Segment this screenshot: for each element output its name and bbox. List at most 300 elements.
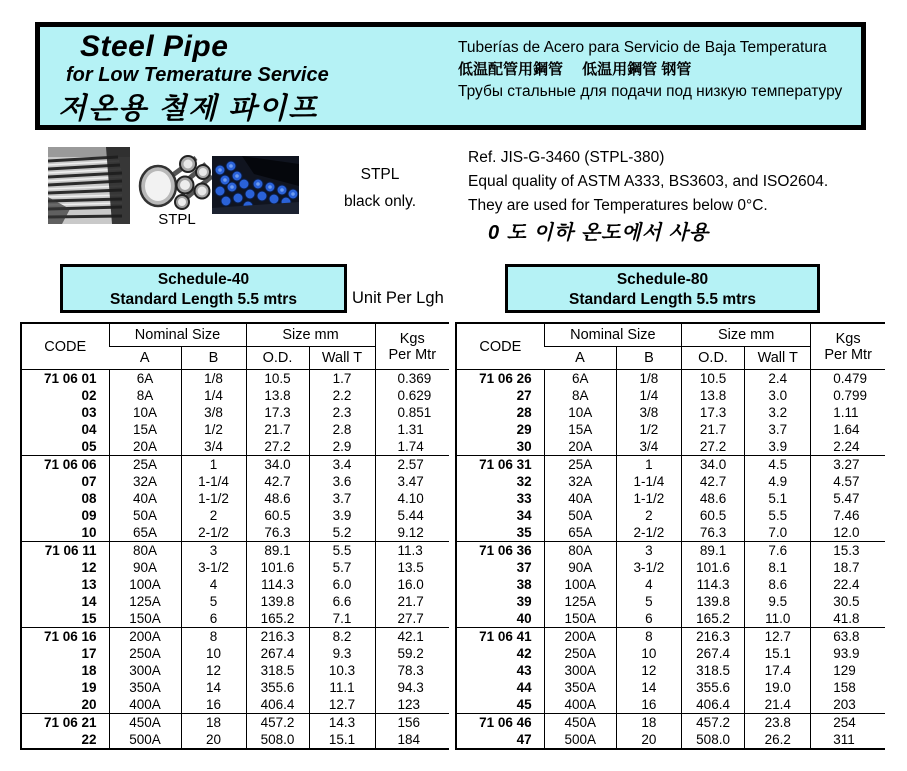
cell-code: 29 <box>516 422 532 437</box>
cell-od: 457.2 <box>246 714 309 732</box>
cell-nominal-a: 8A <box>544 387 616 404</box>
cell-od: 48.6 <box>682 490 745 507</box>
cell-nominal-a: 50A <box>544 507 616 524</box>
table-row <box>21 370 449 388</box>
cell-wall: 21.4 <box>745 696 811 714</box>
cell-kgs: 12.0 <box>811 524 885 542</box>
cell-od: 165.2 <box>682 610 745 628</box>
cell-code: 32 <box>516 474 532 489</box>
cell-nominal-a: 400A <box>109 696 181 714</box>
cell-nominal-b: 16 <box>616 696 681 714</box>
table-row <box>456 421 885 438</box>
cell-kgs: 184 <box>375 731 449 749</box>
title-translations <box>458 37 858 103</box>
cell-kgs: 15.3 <box>811 542 885 560</box>
cell-wall: 5.2 <box>309 524 375 542</box>
cell-kgs: 4.57 <box>811 473 885 490</box>
cell-nominal-a: 6A <box>544 370 616 388</box>
cell-wall: 23.8 <box>745 714 811 732</box>
cell-code: 04 <box>81 422 97 437</box>
schedule-40-title: Schedule-40 <box>157 271 250 288</box>
cell-nominal-b: 3/8 <box>616 404 681 421</box>
cell-nominal-a: 8A <box>109 387 181 404</box>
table-row <box>456 473 885 490</box>
table-row <box>21 473 449 490</box>
cell-code: 33 <box>516 491 532 506</box>
cell-wall: 3.4 <box>309 456 375 474</box>
cell-kgs: 27.7 <box>375 610 449 628</box>
cell-code: 71 06 26 <box>456 370 544 388</box>
cell-kgs: 30.5 <box>811 593 885 610</box>
cell-code: 71 06 41 <box>456 628 544 646</box>
col-header-nominal-size: Nominal Size <box>544 323 681 347</box>
cell-wall: 15.1 <box>309 731 375 749</box>
cell-code: 28 <box>516 405 532 420</box>
cell-nominal-b: 14 <box>616 679 681 696</box>
cell-kgs: 0.851 <box>375 404 449 421</box>
cell-kgs: 41.8 <box>811 610 885 628</box>
cell-wall: 7.6 <box>745 542 811 560</box>
table-row <box>21 696 449 714</box>
cell-wall: 3.6 <box>309 473 375 490</box>
cell-wall: 12.7 <box>309 696 375 714</box>
cell-code: 71 06 16 <box>21 628 109 646</box>
cell-kgs: 5.47 <box>811 490 885 507</box>
cell-code: 45 <box>516 697 532 712</box>
cell-nominal-a: 300A <box>544 662 616 679</box>
cell-nominal-b: 3-1/2 <box>181 559 246 576</box>
cell-kgs: 0.799 <box>811 387 885 404</box>
table-row <box>456 645 885 662</box>
cell-wall: 2.3 <box>309 404 375 421</box>
cell-od: 17.3 <box>246 404 309 421</box>
photo-pipe-bundle-blue <box>212 156 299 214</box>
cell-nominal-b: 1/4 <box>181 387 246 404</box>
cell-od: 27.2 <box>246 438 309 456</box>
page-subtitle: for Low Temerature Service <box>66 64 329 86</box>
cell-nominal-b: 3 <box>181 542 246 560</box>
cell-nominal-a: 50A <box>109 507 181 524</box>
cell-wall: 10.3 <box>309 662 375 679</box>
table-row <box>21 387 449 404</box>
table-row <box>456 559 885 576</box>
cell-nominal-b: 1 <box>181 456 246 474</box>
cell-code: 42 <box>516 646 532 661</box>
cell-nominal-a: 40A <box>544 490 616 507</box>
cell-code: 10 <box>81 525 97 540</box>
table-row <box>456 662 885 679</box>
cell-code: 12 <box>81 560 97 575</box>
cell-kgs: 59.2 <box>375 645 449 662</box>
cell-wall: 3.9 <box>309 507 375 524</box>
cell-kgs: 1.74 <box>375 438 449 456</box>
table-row <box>21 507 449 524</box>
cell-od: 89.1 <box>682 542 745 560</box>
cell-wall: 8.6 <box>745 576 811 593</box>
cell-nominal-a: 250A <box>109 645 181 662</box>
cell-wall: 3.7 <box>309 490 375 507</box>
cell-od: 114.3 <box>246 576 309 593</box>
cell-nominal-a: 32A <box>109 473 181 490</box>
table-row <box>21 576 449 593</box>
table-row <box>456 438 885 456</box>
cell-kgs: 42.1 <box>375 628 449 646</box>
cell-nominal-a: 65A <box>109 524 181 542</box>
cell-kgs: 129 <box>811 662 885 679</box>
cell-od: 165.2 <box>246 610 309 628</box>
cell-nominal-a: 125A <box>544 593 616 610</box>
cell-nominal-b: 1-1/2 <box>616 490 681 507</box>
cell-od: 114.3 <box>682 576 745 593</box>
cell-wall: 7.0 <box>745 524 811 542</box>
table-row <box>21 559 449 576</box>
cell-nominal-a: 450A <box>544 714 616 732</box>
table-row <box>21 731 449 749</box>
col-header-size-mm: Size mm <box>246 323 375 347</box>
cell-nominal-b: 1 <box>616 456 681 474</box>
cell-code: 22 <box>81 732 97 747</box>
cell-nominal-b: 1/2 <box>181 421 246 438</box>
cell-od: 89.1 <box>246 542 309 560</box>
cell-nominal-a: 250A <box>544 645 616 662</box>
cell-kgs: 5.44 <box>375 507 449 524</box>
cell-code: 39 <box>516 594 532 609</box>
cell-nominal-b: 1-1/4 <box>181 473 246 490</box>
cell-nominal-b: 1/8 <box>616 370 681 388</box>
cell-nominal-b: 10 <box>616 645 681 662</box>
cell-wall: 3.7 <box>745 421 811 438</box>
cell-wall: 12.7 <box>745 628 811 646</box>
cell-od: 10.5 <box>682 370 745 388</box>
cell-od: 139.8 <box>682 593 745 610</box>
table-row <box>456 507 885 524</box>
cell-od: 101.6 <box>682 559 745 576</box>
cell-wall: 2.8 <box>309 421 375 438</box>
cell-nominal-b: 3/8 <box>181 404 246 421</box>
cell-nominal-b: 12 <box>616 662 681 679</box>
col-header-od: O.D. <box>246 347 309 370</box>
cell-code: 71 06 46 <box>456 714 544 732</box>
cell-wall: 3.0 <box>745 387 811 404</box>
usage-line: They are used for Temperatures below 0°C. <box>468 197 768 214</box>
cell-kgs: 11.3 <box>375 542 449 560</box>
title-spanish: Tuberías de Acero para Servicio de Baja Temperatura <box>458 39 827 56</box>
cell-code: 40 <box>516 611 532 626</box>
cell-nominal-a: 15A <box>109 421 181 438</box>
cell-code: 14 <box>81 594 97 609</box>
table-row <box>456 576 885 593</box>
col-header-wall-t: Wall T <box>309 347 375 370</box>
cell-nominal-b: 18 <box>616 714 681 732</box>
table-row <box>21 456 449 474</box>
cell-code: 02 <box>81 388 97 403</box>
col-header-b: B <box>181 347 246 370</box>
cell-wall: 2.2 <box>309 387 375 404</box>
cell-code: 71 06 01 <box>21 370 109 388</box>
cell-od: 13.8 <box>246 387 309 404</box>
table-row <box>456 456 885 474</box>
photo-pipe-warehouse <box>48 147 130 224</box>
cell-od: 76.3 <box>682 524 745 542</box>
cell-wall: 5.5 <box>745 507 811 524</box>
table-row <box>456 542 885 560</box>
table-row <box>21 645 449 662</box>
cell-wall: 11.1 <box>309 679 375 696</box>
cell-wall: 2.4 <box>745 370 811 388</box>
cell-nominal-b: 1-1/4 <box>616 473 681 490</box>
cell-wall: 9.3 <box>309 645 375 662</box>
cell-od: 267.4 <box>246 645 309 662</box>
cell-nominal-b: 1/2 <box>616 421 681 438</box>
stpl-note-block <box>330 161 430 215</box>
cell-kgs: 18.7 <box>811 559 885 576</box>
table-row <box>456 370 885 388</box>
table-row <box>456 387 885 404</box>
col-header-a: A <box>109 347 181 370</box>
cell-nominal-b: 20 <box>616 731 681 749</box>
cell-wall: 5.5 <box>309 542 375 560</box>
cell-od: 13.8 <box>682 387 745 404</box>
cell-nominal-b: 6 <box>616 610 681 628</box>
cell-nominal-a: 450A <box>109 714 181 732</box>
cell-od: 216.3 <box>246 628 309 646</box>
table-row <box>21 404 449 421</box>
cell-nominal-b: 3/4 <box>181 438 246 456</box>
cell-kgs: 0.629 <box>375 387 449 404</box>
cell-nominal-a: 25A <box>109 456 181 474</box>
cell-od: 17.3 <box>682 404 745 421</box>
cell-od: 508.0 <box>246 731 309 749</box>
stpl-grade-label: STPL <box>360 166 400 183</box>
col-header-size-mm: Size mm <box>682 323 811 347</box>
cell-nominal-a: 500A <box>544 731 616 749</box>
table-row <box>456 610 885 628</box>
cell-nominal-a: 150A <box>109 610 181 628</box>
cell-wall: 6.0 <box>309 576 375 593</box>
col-header-od: O.D. <box>682 347 745 370</box>
cell-kgs: 0.369 <box>375 370 449 388</box>
cell-kgs: 123 <box>375 696 449 714</box>
cell-od: 457.2 <box>682 714 745 732</box>
cell-code: 20 <box>81 697 97 712</box>
table-row <box>21 524 449 542</box>
usage-line-korean: 0 도 이하 온도에서 사용 <box>488 222 710 244</box>
cell-od: 318.5 <box>246 662 309 679</box>
cell-code: 47 <box>516 732 532 747</box>
cell-nominal-a: 90A <box>544 559 616 576</box>
cell-od: 60.5 <box>246 507 309 524</box>
cell-kgs: 22.4 <box>811 576 885 593</box>
table-row <box>456 404 885 421</box>
cell-code: 19 <box>81 680 97 695</box>
cell-nominal-a: 6A <box>109 370 181 388</box>
cell-kgs: 1.64 <box>811 421 885 438</box>
cell-od: 406.4 <box>682 696 745 714</box>
table-row <box>21 542 449 560</box>
cell-nominal-b: 1/4 <box>616 387 681 404</box>
cell-code: 27 <box>516 388 532 403</box>
cell-nominal-a: 100A <box>544 576 616 593</box>
cell-od: 21.7 <box>246 421 309 438</box>
cell-wall: 19.0 <box>745 679 811 696</box>
cell-nominal-b: 4 <box>616 576 681 593</box>
schedule-80-table <box>455 322 885 750</box>
cell-nominal-b: 2-1/2 <box>616 524 681 542</box>
cell-code: 34 <box>516 508 532 523</box>
cell-kgs: 78.3 <box>375 662 449 679</box>
cell-nominal-a: 500A <box>109 731 181 749</box>
cell-nominal-a: 80A <box>109 542 181 560</box>
cell-nominal-b: 16 <box>181 696 246 714</box>
unit-per-length-label: Unit Per Lgh <box>352 289 444 307</box>
cell-wall: 8.1 <box>745 559 811 576</box>
cell-nominal-a: 400A <box>544 696 616 714</box>
cell-nominal-a: 10A <box>544 404 616 421</box>
cell-wall: 4.5 <box>745 456 811 474</box>
cell-kgs: 93.9 <box>811 645 885 662</box>
cell-od: 21.7 <box>682 421 745 438</box>
table-row <box>21 421 449 438</box>
cell-kgs: 63.8 <box>811 628 885 646</box>
cell-od: 508.0 <box>682 731 745 749</box>
table-row <box>21 714 449 732</box>
cell-kgs: 203 <box>811 696 885 714</box>
cell-code: 35 <box>516 525 532 540</box>
cell-code: 71 06 11 <box>21 542 109 560</box>
cell-wall: 5.1 <box>745 490 811 507</box>
table-row <box>21 490 449 507</box>
cell-kgs: 254 <box>811 714 885 732</box>
cell-od: 34.0 <box>246 456 309 474</box>
cell-od: 355.6 <box>682 679 745 696</box>
cell-code: 08 <box>81 491 97 506</box>
cell-nominal-b: 20 <box>181 731 246 749</box>
cell-nominal-b: 6 <box>181 610 246 628</box>
cell-nominal-a: 125A <box>109 593 181 610</box>
cell-code: 17 <box>81 646 97 661</box>
cell-kgs: 3.27 <box>811 456 885 474</box>
cell-nominal-a: 65A <box>544 524 616 542</box>
cell-code: 05 <box>81 439 97 454</box>
table-row <box>456 696 885 714</box>
table-row <box>21 438 449 456</box>
schedule-80-header <box>505 264 820 313</box>
table-row <box>456 628 885 646</box>
photo-caption-stpl: STPL <box>158 211 196 228</box>
cell-nominal-a: 10A <box>109 404 181 421</box>
cell-nominal-a: 350A <box>544 679 616 696</box>
title-russian: Трубы стальные для подачи под низкую температуру <box>458 83 843 100</box>
cell-code: 38 <box>516 577 532 592</box>
cell-nominal-b: 5 <box>616 593 681 610</box>
col-header-wall-t: Wall T <box>745 347 811 370</box>
cell-wall: 6.6 <box>309 593 375 610</box>
cell-od: 355.6 <box>246 679 309 696</box>
schedule-40-subtitle: Standard Length 5.5 mtrs <box>110 291 297 308</box>
cell-wall: 14.3 <box>309 714 375 732</box>
cell-od: 42.7 <box>682 473 745 490</box>
cell-nominal-a: 25A <box>544 456 616 474</box>
cell-code: 71 06 06 <box>21 456 109 474</box>
cell-nominal-b: 1-1/2 <box>181 490 246 507</box>
col-header-b: B <box>616 347 681 370</box>
cell-wall: 2.9 <box>309 438 375 456</box>
cell-od: 139.8 <box>246 593 309 610</box>
cell-kgs: 311 <box>811 731 885 749</box>
table-row <box>21 679 449 696</box>
cell-kgs: 9.12 <box>375 524 449 542</box>
cell-code: 07 <box>81 474 97 489</box>
cell-nominal-a: 90A <box>109 559 181 576</box>
cell-nominal-b: 5 <box>181 593 246 610</box>
cell-od: 216.3 <box>682 628 745 646</box>
cell-nominal-b: 3-1/2 <box>616 559 681 576</box>
cell-nominal-a: 100A <box>109 576 181 593</box>
table-row <box>21 628 449 646</box>
cell-wall: 17.4 <box>745 662 811 679</box>
cell-wall: 1.7 <box>309 370 375 388</box>
cell-nominal-a: 40A <box>109 490 181 507</box>
cell-wall: 11.0 <box>745 610 811 628</box>
cell-kgs: 158 <box>811 679 885 696</box>
cell-code: 13 <box>81 577 97 592</box>
col-header-kgs-per-mtr: Kgs Per Mtr <box>811 323 885 370</box>
table-row <box>21 610 449 628</box>
cell-nominal-a: 32A <box>544 473 616 490</box>
cell-od: 406.4 <box>246 696 309 714</box>
table-row <box>456 593 885 610</box>
cell-kgs: 1.11 <box>811 404 885 421</box>
cell-wall: 15.1 <box>745 645 811 662</box>
cell-kgs: 2.24 <box>811 438 885 456</box>
stpl-black-only-note: black only. <box>343 193 417 210</box>
schedule-40-header <box>60 264 347 313</box>
cell-kgs: 94.3 <box>375 679 449 696</box>
cell-wall: 7.1 <box>309 610 375 628</box>
cell-code: 71 06 36 <box>456 542 544 560</box>
cell-nominal-b: 3/4 <box>616 438 681 456</box>
cell-kgs: 7.46 <box>811 507 885 524</box>
cell-code: 03 <box>81 405 97 420</box>
cell-code: 18 <box>81 663 97 678</box>
table-row <box>456 490 885 507</box>
cell-nominal-a: 200A <box>544 628 616 646</box>
cell-nominal-a: 200A <box>109 628 181 646</box>
cell-od: 42.7 <box>246 473 309 490</box>
cell-kgs: 13.5 <box>375 559 449 576</box>
cell-kgs: 4.10 <box>375 490 449 507</box>
cell-wall: 5.7 <box>309 559 375 576</box>
cell-wall: 26.2 <box>745 731 811 749</box>
cell-code: 15 <box>81 611 97 626</box>
cell-wall: 9.5 <box>745 593 811 610</box>
cell-nominal-a: 20A <box>109 438 181 456</box>
col-header-code: CODE <box>479 338 522 355</box>
cell-nominal-b: 3 <box>616 542 681 560</box>
table-row <box>21 662 449 679</box>
col-header-code: CODE <box>44 338 87 355</box>
photo-pipe-bundle <box>136 150 218 210</box>
cell-nominal-a: 80A <box>544 542 616 560</box>
cell-nominal-b: 4 <box>181 576 246 593</box>
cell-od: 101.6 <box>246 559 309 576</box>
cell-nominal-a: 15A <box>544 421 616 438</box>
cell-kgs: 0.479 <box>811 370 885 388</box>
cell-code: 37 <box>516 560 532 575</box>
cell-nominal-b: 8 <box>181 628 246 646</box>
cell-kgs: 2.57 <box>375 456 449 474</box>
page-title-korean: 저온용 철제 파이프 <box>58 93 319 125</box>
